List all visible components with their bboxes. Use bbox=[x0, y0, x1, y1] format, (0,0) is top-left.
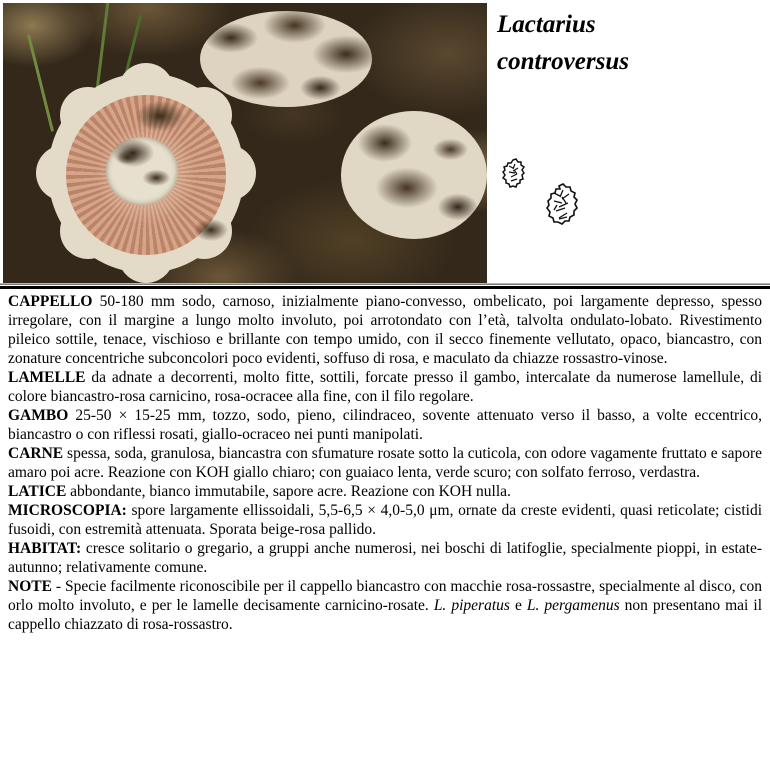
note-text-before: - Specie facilmente riconoscibile per il cappello biancastro con macchie rosa-rossastre, specialmente al disco, con orlo molto involuto, e per le lamelle decisamente carnicino-rosate. bbox=[8, 578, 763, 614]
section-label: NOTE bbox=[8, 578, 52, 595]
species-description bbox=[8, 292, 762, 634]
section-label: CAPPELLO bbox=[8, 293, 93, 310]
soil-patch bbox=[112, 139, 154, 167]
note-text-mid: e bbox=[509, 597, 527, 614]
mushroom-cap-right bbox=[341, 111, 487, 239]
section-label: MICROSCOPIA: bbox=[8, 502, 127, 519]
section-text: 25-50 × 15-25 mm, tozzo, sodo, pieno, cilindraceo, sovente attenuato verso il basso, a volte eccentrico, biancastro o con riflessi rosati, giallo-ocraceo nei punti manipolati. bbox=[8, 407, 763, 443]
section-label: LATICE bbox=[8, 483, 67, 500]
species-title bbox=[497, 6, 763, 80]
section-gambo bbox=[8, 406, 762, 444]
section-microscopia bbox=[8, 501, 762, 539]
spore-drawing-small-icon bbox=[502, 158, 526, 191]
mushroom-overturned bbox=[48, 73, 244, 277]
section-divider bbox=[0, 283, 770, 289]
section-text: da adnate a decorrenti, molto fitte, sottili, forcate presso il gambo, intercalate da numerose lamellule, di colore biancastro-rosa carnicino, rosa-ocracee alla fine, con il filo regolare. bbox=[8, 369, 762, 405]
note-species-1: L. piperatus bbox=[433, 597, 510, 614]
note-text-after: non presentano mai il cappello chiazzato di rosa-rossastro. bbox=[8, 597, 763, 633]
section-habitat bbox=[8, 539, 762, 577]
section-text: abbondante, bianco immutabile, sapore acre. Reazione con KOH nulla. bbox=[70, 483, 511, 500]
section-text: 50-180 mm sodo, carnoso, inizialmente piano-convesso, ombelicato, poi largamente depresso, spesso irregolare, con il margine a lungo molto involuto, poi arrotondato con l’età, talvolta ondulato-lobato. Rivestimento pileico sottile, tenace, vischioso e brillante con tempo umido, con il secco finemente vellutato, opaco, biancastro, con zonature concentriche subconcolori poco evidenti, soffuso di rosa, e maculato da chiazze rossastro-vinose. bbox=[8, 293, 762, 367]
section-carne bbox=[8, 444, 762, 482]
species-title-line2: controversus bbox=[497, 48, 629, 75]
section-label: GAMBO bbox=[8, 407, 69, 424]
species-title-line1: Lactarius bbox=[497, 11, 596, 38]
section-text: spessa, soda, granulosa, biancastra con sfumature rosate sotto la cuticola, con odore vagamente fruttato e sapore amaro poi acre. Reazione con KOH giallo chiaro; con guaiaco lenta, verde scuro; con solfato ferroso, verdastra. bbox=[8, 445, 762, 481]
section-label: HABITAT: bbox=[8, 540, 82, 557]
section-lamelle bbox=[8, 368, 762, 406]
note-species-2: L. pergamenus bbox=[526, 597, 620, 614]
section-label: CARNE bbox=[8, 445, 64, 462]
section-text: cresce solitario o gregario, a gruppi anche numerosi, nei boschi di latifoglie, specialmente pioppi, in estate-autunno; relativamente comune. bbox=[8, 540, 763, 576]
section-cappello bbox=[8, 292, 762, 368]
section-latice bbox=[8, 482, 762, 501]
mushroom-photo bbox=[3, 3, 487, 283]
spore-drawing-large-icon bbox=[545, 183, 579, 229]
section-text: spore largamente ellissoidali, 5,5-6,5 × 4,0-5,0 μm, ornate da creste evidenti, quasi reticolate; cistidi fusoidi, con estremità attenuata. Sporata beige-rosa pallido. bbox=[8, 502, 763, 538]
soil-patch bbox=[136, 101, 184, 131]
soil-patch bbox=[194, 219, 228, 241]
section-note bbox=[8, 577, 762, 634]
section-label: LAMELLE bbox=[8, 369, 86, 386]
